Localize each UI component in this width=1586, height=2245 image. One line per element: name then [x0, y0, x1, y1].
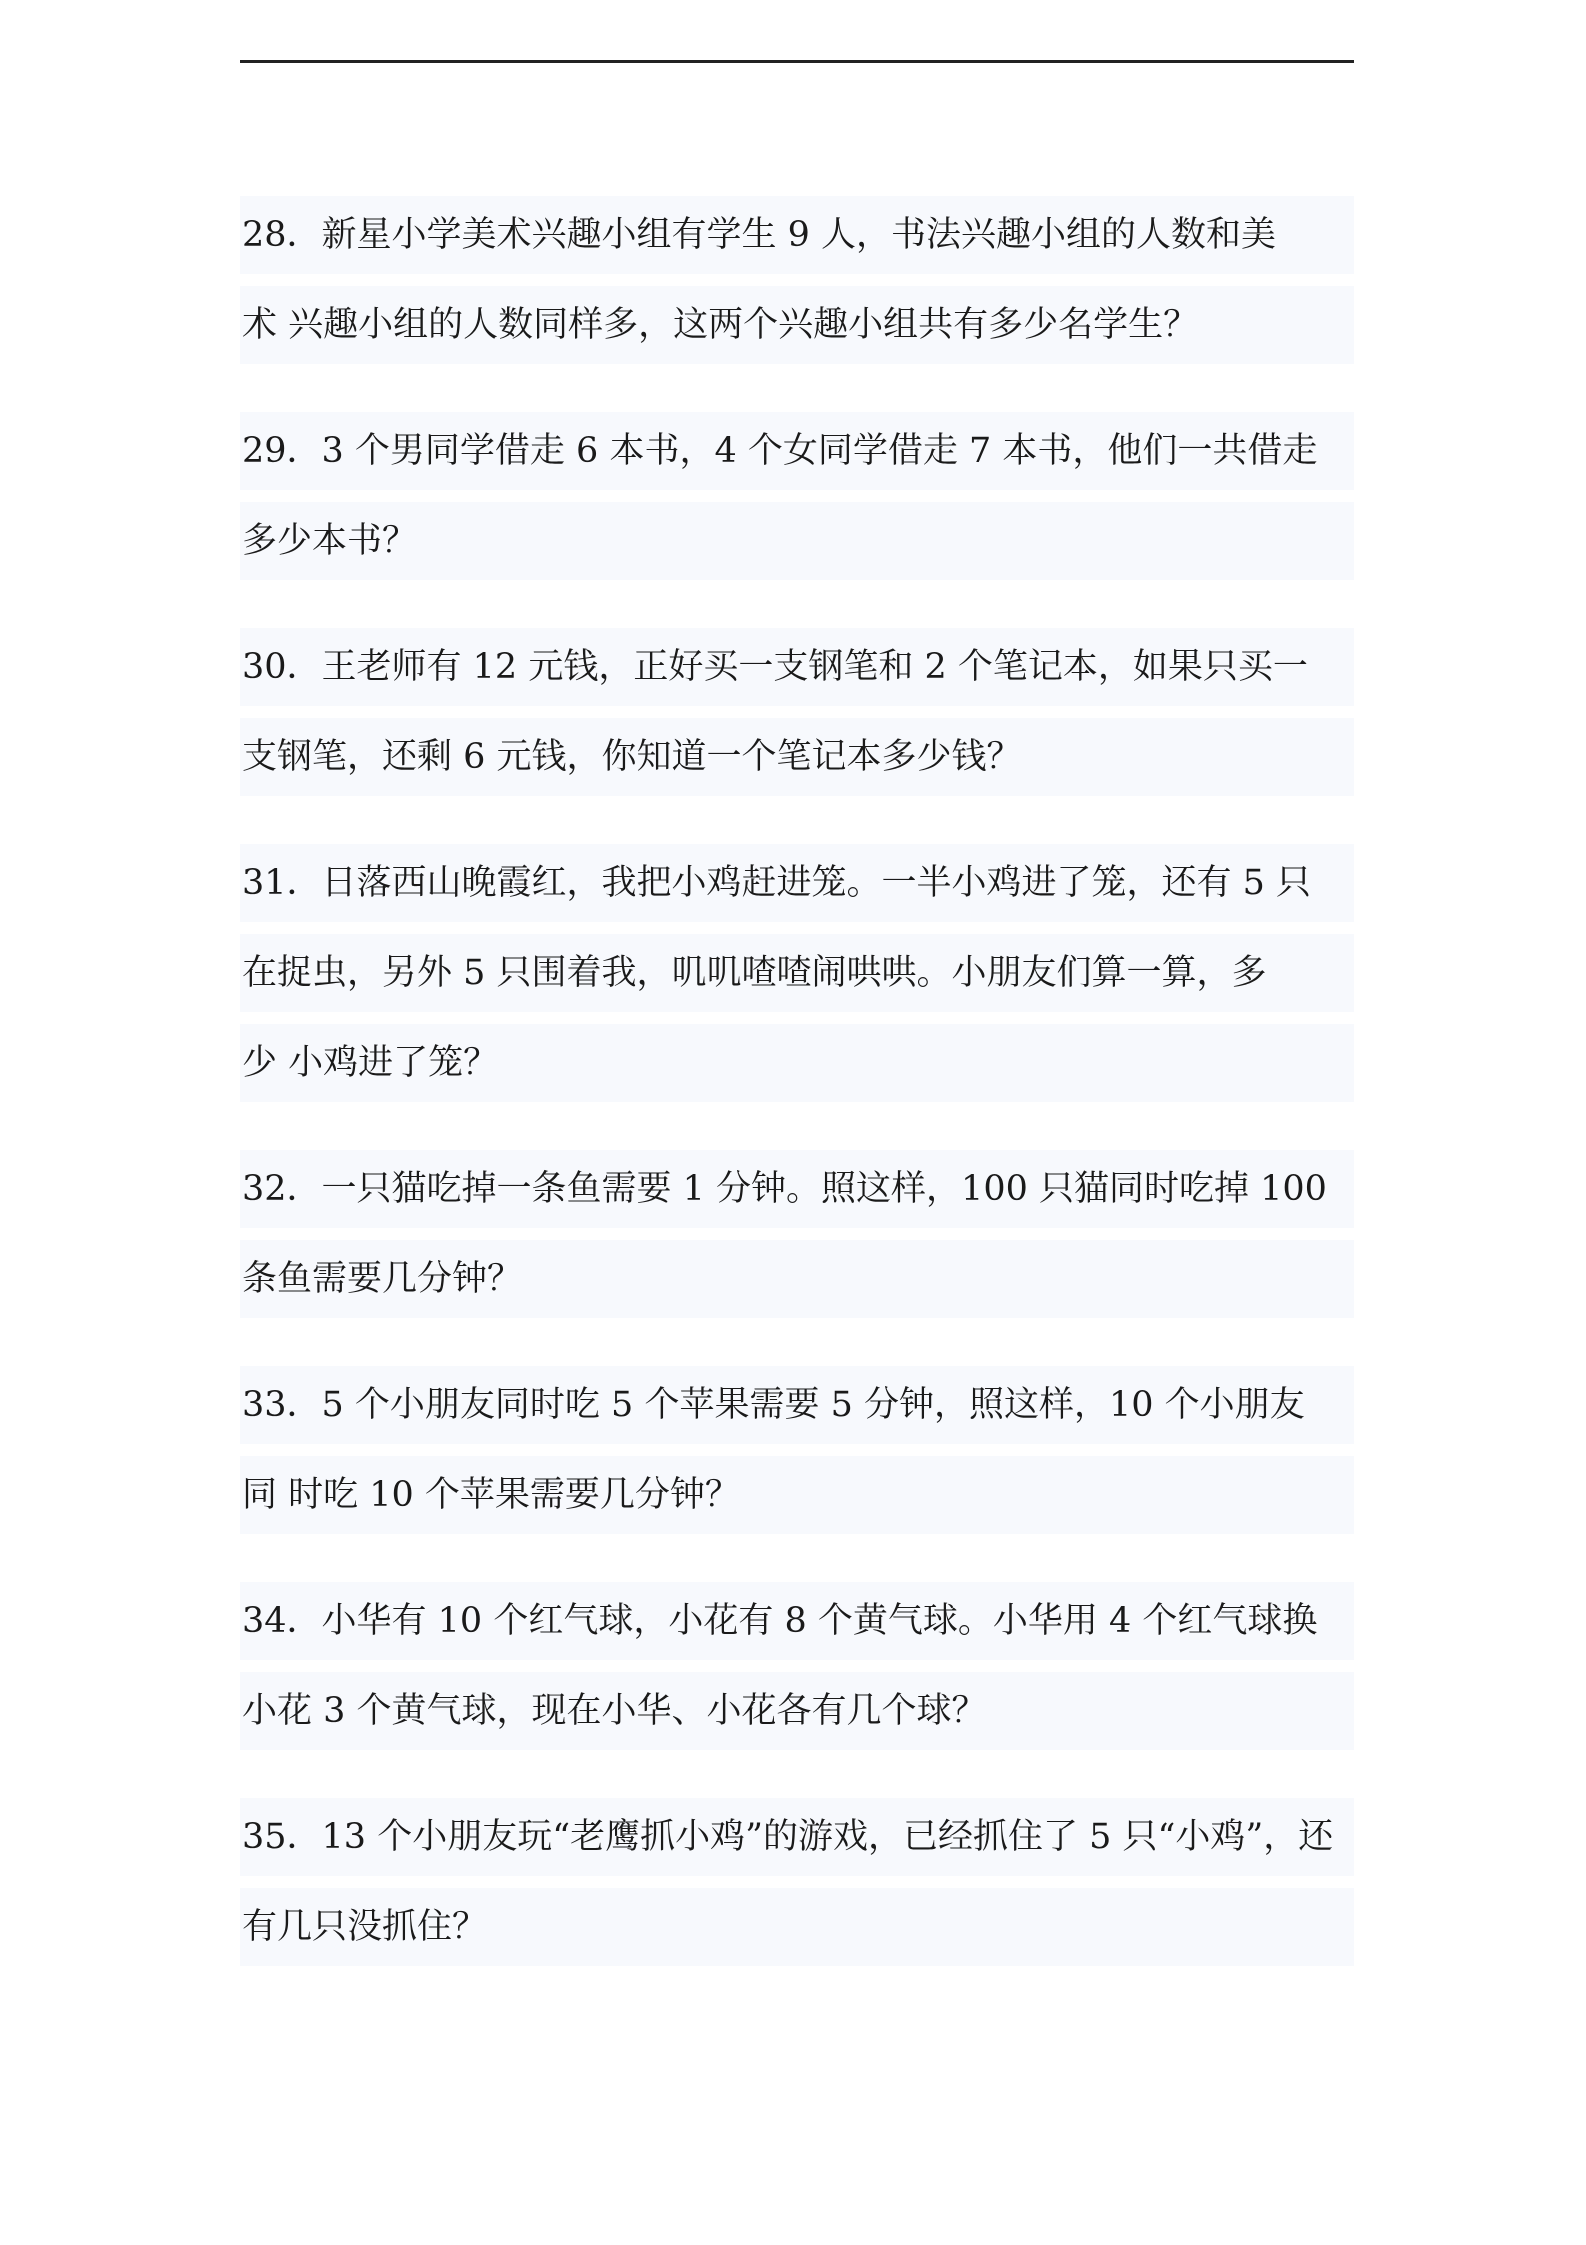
problem-line: 有几只没抓住？ [240, 1888, 1354, 1978]
problem-34 [240, 1582, 1354, 1762]
problem-31 [240, 844, 1354, 1114]
problem-line: 少 小鸡进了笼？ [240, 1024, 1354, 1114]
problem-line: 31．日落西山晚霞红，我把小鸡赶进笼。一半小鸡进了笼，还有 5 只 [240, 844, 1354, 934]
problem-28 [240, 196, 1354, 376]
problem-30 [240, 628, 1354, 808]
problem-line: 33．5 个小朋友同时吃 5 个苹果需要 5 分钟，照这样，10 个小朋友 [240, 1366, 1354, 1456]
problem-line: 34．小华有 10 个红气球，小花有 8 个黄气球。小华用 4 个红气球换 [240, 1582, 1354, 1672]
header-rule [240, 60, 1354, 63]
problem-line: 多少本书？ [240, 502, 1354, 592]
problem-line: 在捉虫，另外 5 只围着我，叽叽喳喳闹哄哄。小朋友们算一算，多 [240, 934, 1354, 1024]
problem-33 [240, 1366, 1354, 1546]
problem-line: 29．3 个男同学借走 6 本书，4 个女同学借走 7 本书，他们一共借走 [240, 412, 1354, 502]
problem-list [240, 196, 1354, 2014]
problem-line: 条鱼需要几分钟？ [240, 1240, 1354, 1330]
problem-line: 支钢笔，还剩 6 元钱，你知道一个笔记本多少钱？ [240, 718, 1354, 808]
problem-29 [240, 412, 1354, 592]
problem-line: 35．13 个小朋友玩“老鹰抓小鸡”的游戏，已经抓住了 5 只“小鸡”，还 [240, 1798, 1354, 1888]
problem-line: 28．新星小学美术兴趣小组有学生 9 人，书法兴趣小组的人数和美 [240, 196, 1354, 286]
problem-32 [240, 1150, 1354, 1330]
problem-line: 同 时吃 10 个苹果需要几分钟？ [240, 1456, 1354, 1546]
problem-line: 32．一只猫吃掉一条鱼需要 1 分钟。照这样，100 只猫同时吃掉 100 [240, 1150, 1354, 1240]
problem-35 [240, 1798, 1354, 1978]
problem-line: 术 兴趣小组的人数同样多，这两个兴趣小组共有多少名学生？ [240, 286, 1354, 376]
problem-line: 小花 3 个黄气球，现在小华、小花各有几个球？ [240, 1672, 1354, 1762]
problem-line: 30．王老师有 12 元钱，正好买一支钢笔和 2 个笔记本，如果只买一 [240, 628, 1354, 718]
